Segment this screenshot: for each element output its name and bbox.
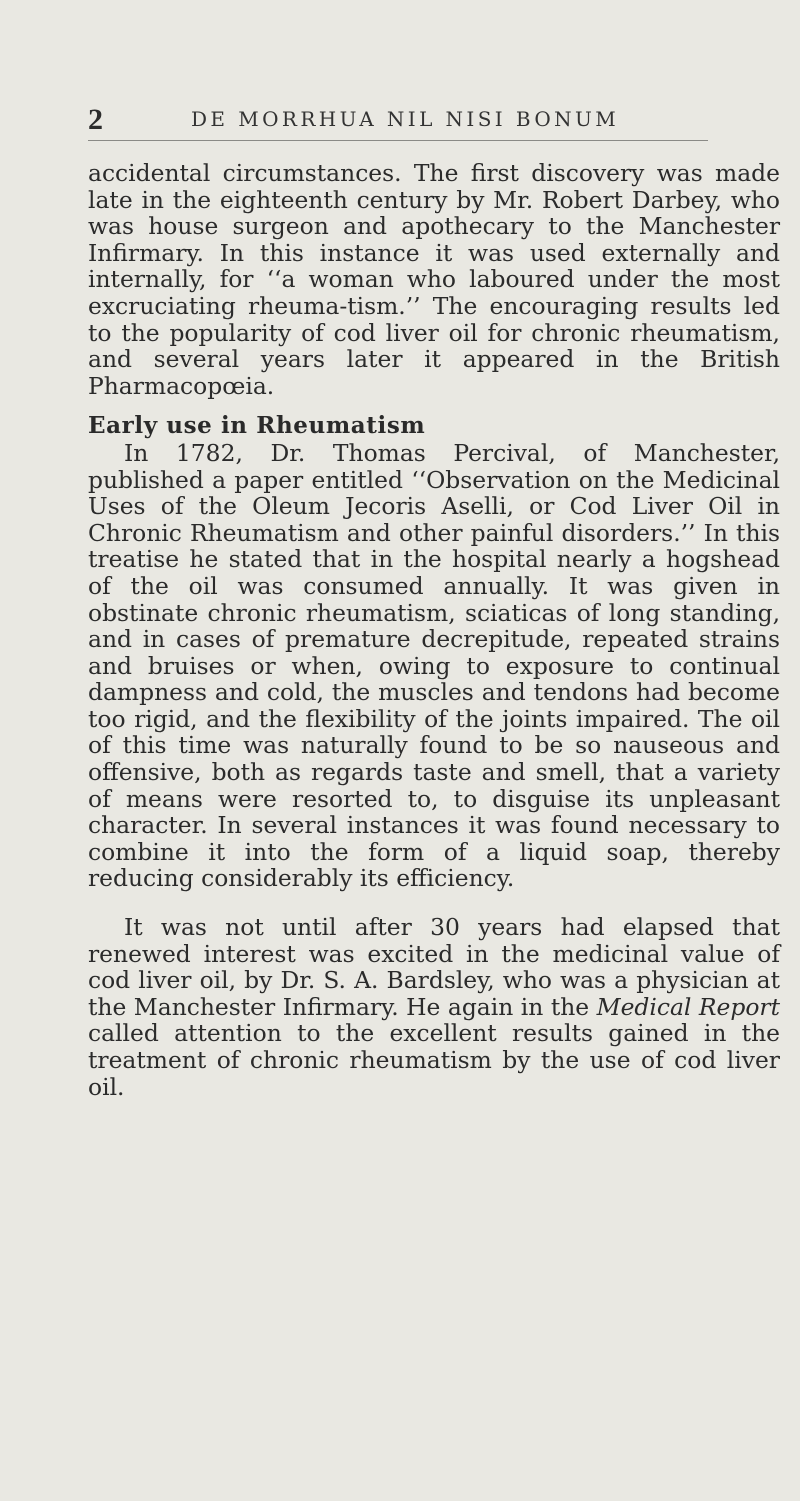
- body-text: [88, 160, 780, 1100]
- paragraph-3: [88, 914, 780, 1100]
- paragraph-1: accidental circumstances. The first discovery was made late in the eighteenth century by Mr. Robert Darbey, who was house surgeon and apothecary to the Manchester Infirmary. In this instance it was used externally and internally, for ‘‘a woman who laboured under the most excruciating rheuma-tism.’’ The encouraging results led to the popularity of cod liver oil for chronic rheumatism, and several years later it appeared in the British Pharmacopœia.: [88, 159, 780, 400]
- section-heading: Early use in Rheumatism: [88, 412, 426, 440]
- medical-report-title: Medical Report: [596, 992, 780, 1021]
- page-number: 2: [88, 103, 103, 136]
- paragraph-2: In 1782, Dr. Thomas Percival, of Manchester, published a paper entitled ‘‘Observation on the Medicinal Uses of the Oleum Jecoris Aselli, or Cod Liver Oil in Chronic Rheumatism and other painful disorders.’’ In this treatise he stated that in the hospital nearly a hogshead of the oil was consumed annually. It was given in obstinate chronic rheumatism, sciaticas of long standing, and in cases of premature decrepitude, repeated strains and bruises or when, owing to exposure to continual dampness and cold, the muscles and tendons had become too rigid, and the flexibility of the joints impaired. The oil of this time was naturally found to be so nauseous and offensive, both as regards taste and smell, that a variety of means were resorted to, to disguise its unpleasant character. In several instances it was found necessary to combine it into the form of a liquid soap, thereby reducing considerably its efficiency.: [88, 438, 780, 893]
- running-head: DE MORRHUA NIL NISI BONUM: [191, 107, 620, 131]
- paragraph-3-part-1: It was not until after 30 years had elapsed that renewed interest was excited in the medicinal value of cod liver oil, by Dr. S. A. Bardsley, who was a physician at the Manchester Infirmary. He again in the: [88, 913, 780, 1021]
- page-header: [88, 95, 708, 135]
- header-rule: [88, 140, 708, 141]
- paragraph-gap: [88, 892, 780, 914]
- paragraph-3-part-2: called attention to the excellent results gained in the treatment of chronic rheumatism by the use of cod liver oil.: [88, 1019, 780, 1101]
